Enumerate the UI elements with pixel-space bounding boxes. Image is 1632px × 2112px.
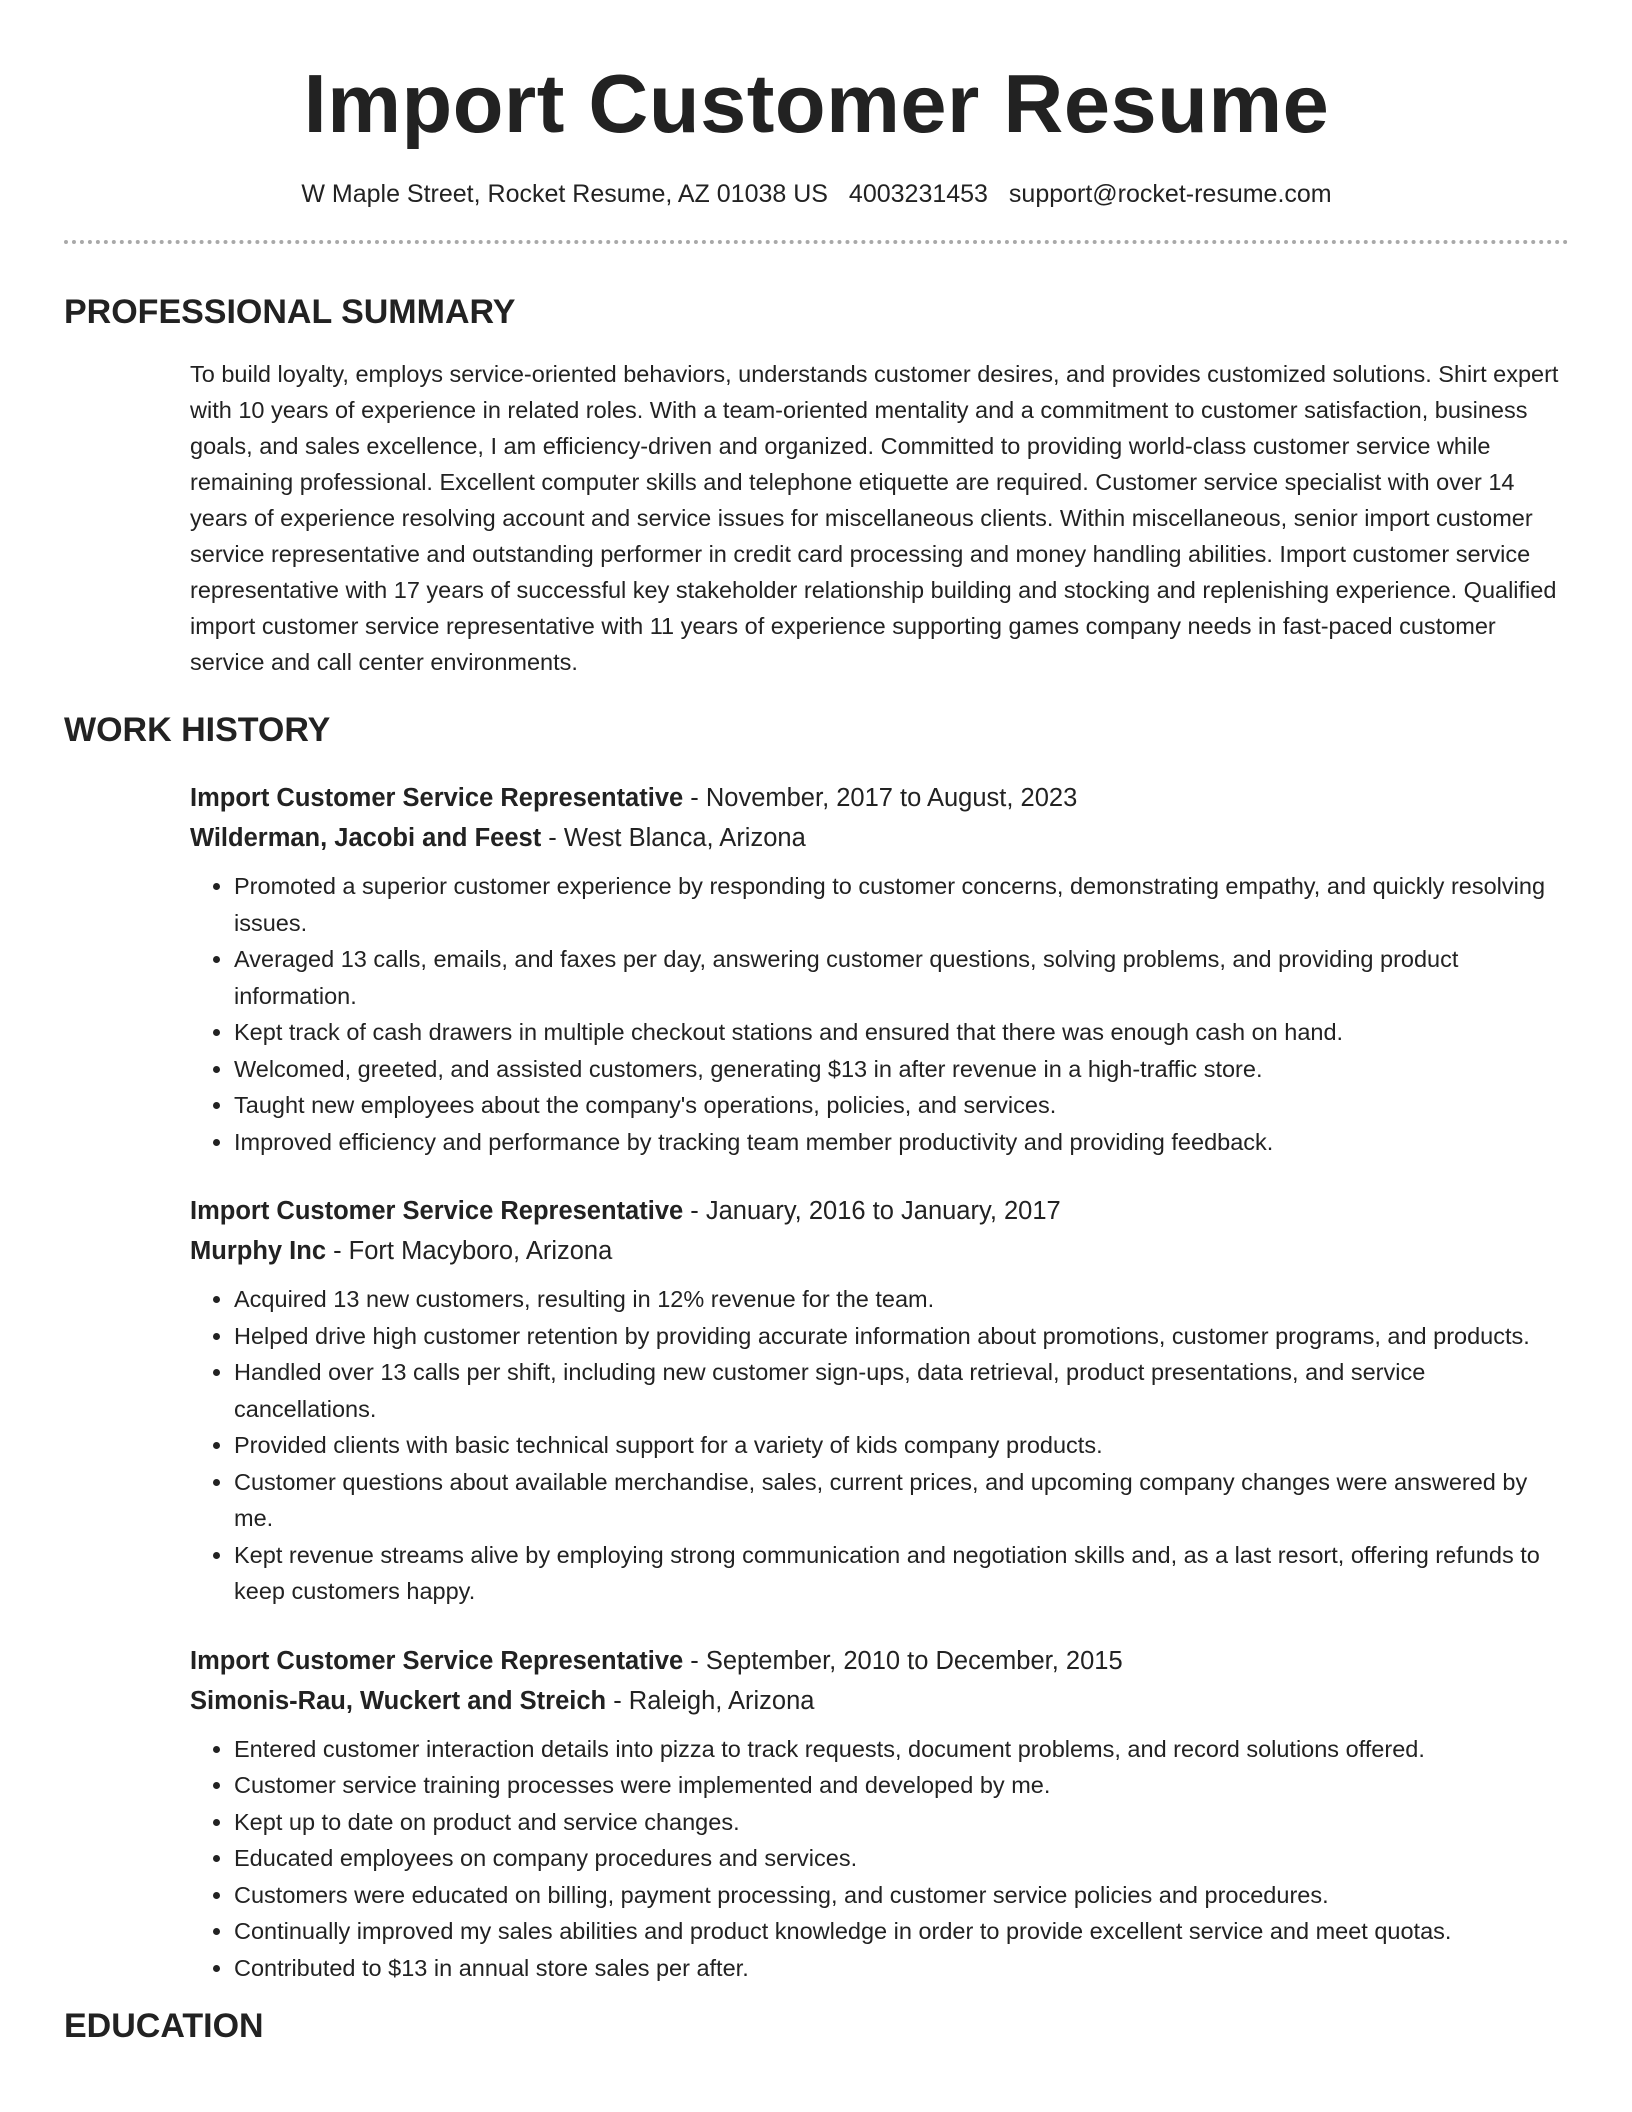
job-bullet: • Kept track of cash drawers in multiple checkout stations and ensured that there was enough cash on hand. (234, 1014, 1569, 1051)
job-bullet: • Handled over 13 calls per shift, including new customer sign-ups, data retrieval, product presentations, and service cancellations. (234, 1354, 1569, 1427)
job-title: Import Customer Service Representative (190, 1197, 684, 1225)
job-bullet: • Contributed to $13 in annual store sales per after. (234, 1950, 1569, 1987)
contact-line (64, 178, 1569, 210)
job-bullet: • Customers were educated on billing, payment processing, and customer service policies and procedures. (234, 1877, 1569, 1914)
job-bullet: • Continually improved my sales abilities and product knowledge in order to provide excellent service and meet quotas. (234, 1913, 1569, 1950)
work-history-heading: WORK HISTORY (64, 711, 331, 749)
job-bullet: • Helped drive high customer retention by providing accurate information about promotions, customer programs, and products. (234, 1318, 1569, 1355)
job-bullet: • Promoted a superior customer experience by responding to customer concerns, demonstrating empathy, and quickly resolving issues. (234, 868, 1569, 941)
job-company-line (190, 818, 1569, 858)
job-title: Import Customer Service Representative (190, 784, 684, 812)
job-dates: - November, 2017 to August, 2023 (683, 784, 1078, 812)
job-company: Wilderman, Jacobi and Feest (190, 824, 542, 852)
job-bullet: • Averaged 13 calls, emails, and faxes per day, answering customer questions, solving problems, and providing product information. (234, 941, 1569, 1014)
job-title: Import Customer Service Representative (190, 1646, 684, 1675)
job-title-line (190, 1191, 1569, 1231)
job-bullet: • Taught new employees about the company's operations, policies, and services. (234, 1087, 1569, 1124)
job-bullet: • Customer questions about available merchandise, sales, current prices, and upcoming company changes were answered by me. (234, 1464, 1569, 1537)
job-location: - Fort Macyboro, Arizona (326, 1237, 613, 1265)
job-title-line (190, 1641, 1569, 1681)
contact-email: support@rocket-resume.com (1008, 180, 1332, 208)
job-bullets (190, 1281, 1569, 1610)
header-divider (64, 240, 1569, 244)
job-location: - West Blanca, Arizona (541, 824, 806, 852)
education-heading: EDUCATION (64, 2007, 264, 2045)
job-bullet: • Kept revenue streams alive by employing strong communication and negotiation skills and, as a last resort, offering refunds to keep customers happy. (234, 1537, 1569, 1610)
job-bullet: • Provided clients with basic technical support for a variety of kids company products. (234, 1427, 1569, 1464)
resume-name: Import Customer Resume (303, 57, 1330, 150)
job-company-line (190, 1681, 1569, 1721)
job-entry (190, 1641, 1569, 1987)
job-company: Murphy Inc (190, 1237, 327, 1265)
job-company-line (190, 1231, 1569, 1271)
contact-address: W Maple Street, Rocket Resume, AZ 01038 US (301, 180, 828, 208)
job-bullet: • Improved efficiency and performance by tracking team member productivity and providing feedback. (234, 1124, 1569, 1161)
job-bullet: • Welcomed, greeted, and assisted customers, generating $13 in after revenue in a high-traffic store. (234, 1051, 1569, 1088)
job-bullet: • Acquired 13 new customers, resulting in 12% revenue for the team. (234, 1281, 1569, 1318)
job-dates: - September, 2010 to December, 2015 (683, 1646, 1123, 1675)
contact-phone: 4003231453 (848, 180, 988, 208)
summary-heading: PROFESSIONAL SUMMARY (64, 293, 516, 331)
job-bullet: • Educated employees on company procedures and services. (234, 1840, 1569, 1877)
job-entry (190, 1191, 1569, 1610)
job-title-line (190, 778, 1569, 818)
job-dates: - January, 2016 to January, 2017 (683, 1197, 1061, 1225)
job-bullets (190, 868, 1569, 1160)
job-bullet: • Kept up to date on product and service changes. (234, 1804, 1569, 1841)
summary-text: To build loyalty, employs service-oriented behaviors, understands customer desires, and provides customized solutions. Shirt expert with 10 years of experience in related roles. With a team-oriented mentality and a commitment to customer satisfaction, business goals, and sales excellence, I am efficiency-driven and organized. Committed to providing world-class customer service while remaining professional. Excellent computer skills and telephone etiquette are required. Customer service specialist with over 14 years of experience resolving account and service issues for miscellaneous clients. Within miscellaneous, senior import customer service representative and outstanding performer in credit card processing and money handling abilities. Import customer service representative with 17 years of successful key stakeholder relationship building and stocking and replenishing experience. Qualified import customer service representative with 11 years of experience supporting games company needs in fast-paced customer service and call center environments. (190, 361, 1559, 675)
job-company: Simonis-Rau, Wuckert and Streich (190, 1686, 607, 1715)
job-location: - Raleigh, Arizona (606, 1686, 815, 1715)
job-bullets (190, 1731, 1569, 1987)
job-bullet: • Entered customer interaction details into pizza to track requests, document problems, and record solutions offered. (234, 1731, 1569, 1768)
job-entry (190, 778, 1569, 1160)
job-bullet: • Customer service training processes were implemented and developed by me. (234, 1767, 1569, 1804)
